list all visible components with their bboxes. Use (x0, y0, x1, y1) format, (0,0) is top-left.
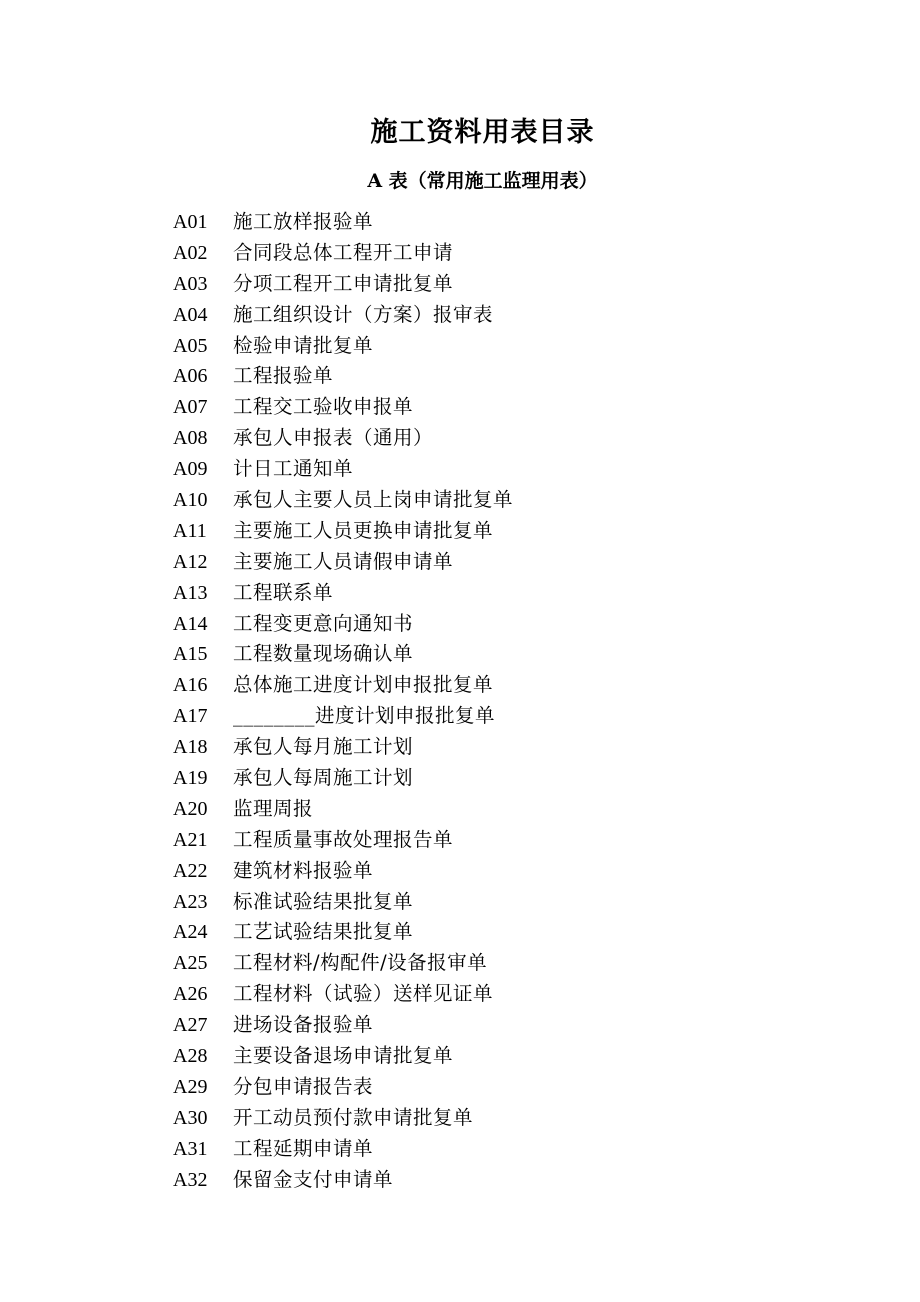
item-name: 监理周报 (233, 796, 314, 820)
item-code: A16 (173, 674, 208, 697)
item-name: 主要施工人员请假申请单 (233, 549, 454, 573)
item-name: 总体施工进度计划申报批复单 (233, 673, 494, 697)
item-name: 进场设备报验单 (233, 1013, 374, 1037)
item-name: 工艺试验结果批复单 (233, 920, 414, 944)
item-code: A21 (173, 828, 208, 851)
list-item (173, 609, 513, 640)
item-code: A31 (173, 1137, 208, 1160)
item-name: 检验申请批复单 (233, 333, 374, 357)
item-code: A03 (173, 272, 208, 295)
item-name: 工程变更意向通知书 (233, 611, 414, 635)
item-name: 工程交工验收申报单 (233, 395, 414, 419)
list-item (173, 701, 513, 732)
item-code: A09 (173, 458, 208, 481)
item-code: A10 (173, 489, 208, 512)
item-code: A19 (173, 767, 208, 790)
item-code: A02 (173, 241, 208, 264)
item-code: A24 (173, 921, 208, 944)
list-item (173, 917, 513, 948)
list-item (173, 454, 513, 485)
item-name: 合同段总体工程开工申请 (233, 240, 454, 264)
list-item (173, 1165, 513, 1196)
item-name: 施工组织设计（方案）报审表 (233, 302, 494, 326)
list-item (173, 1103, 513, 1134)
item-code: A27 (173, 1014, 208, 1037)
item-code: A12 (173, 550, 208, 573)
item-code: A11 (173, 519, 207, 542)
item-name: 承包人主要人员上岗申请批复单 (233, 488, 514, 512)
item-name: 承包人申报表（通用） (233, 426, 434, 450)
list-item (173, 948, 513, 979)
item-code: A17 (173, 705, 208, 728)
item-code: A14 (173, 612, 208, 635)
item-code: A29 (173, 1075, 208, 1098)
list-item (173, 300, 513, 331)
list-item (173, 979, 513, 1010)
item-code: A32 (173, 1168, 208, 1191)
item-name: 保留金支付申请单 (233, 1167, 394, 1191)
item-name: 工程报验单 (233, 364, 334, 388)
item-name: 工程延期申请单 (233, 1136, 374, 1160)
item-name: 施工放样报验单 (233, 210, 374, 233)
item-code: A07 (173, 396, 208, 419)
list-item (173, 763, 513, 794)
item-name: 工程材料（试验）送样见证单 (233, 982, 494, 1006)
item-code: A05 (173, 334, 208, 357)
list-item (173, 639, 513, 670)
item-code: A26 (173, 983, 208, 1006)
section-title: A 表（常用施工监理用表） (367, 170, 598, 192)
list-item (173, 392, 513, 423)
list-item (173, 547, 513, 578)
list-item (173, 670, 513, 701)
list-item (173, 269, 513, 300)
item-name: 工程质量事故处理报告单 (233, 827, 454, 851)
item-name: 开工动员预付款申请批复单 (233, 1105, 474, 1129)
item-code: A30 (173, 1106, 208, 1129)
item-code: A04 (173, 303, 208, 326)
item-name: 主要设备退场申请批复单 (233, 1044, 454, 1068)
list-item (173, 1041, 513, 1072)
item-code: A13 (173, 581, 208, 604)
item-code: A18 (173, 736, 208, 759)
item-name: 计日工通知单 (233, 457, 354, 481)
item-code: A15 (173, 643, 208, 666)
list-item (173, 825, 513, 856)
item-name: 承包人每月施工计划 (233, 735, 414, 759)
item-code: A22 (173, 859, 208, 882)
list-item (173, 732, 513, 763)
item-name: 承包人每周施工计划 (233, 766, 414, 790)
item-name: 标准试验结果批复单 (233, 889, 414, 913)
item-code: A06 (173, 365, 208, 388)
item-name: 工程材料/构配件/设备报审单 (233, 951, 488, 975)
list-item (173, 578, 513, 609)
item-code: A25 (173, 952, 208, 975)
item-code: A23 (173, 890, 208, 913)
item-code: A08 (173, 427, 208, 450)
item-name: 工程联系单 (233, 580, 334, 604)
list-item (173, 1010, 513, 1041)
list-item (173, 1134, 513, 1165)
list-item (173, 1072, 513, 1103)
item-name: ________进度计划申报批复单 (233, 704, 496, 728)
item-code: A28 (173, 1045, 208, 1068)
item-code: A20 (173, 797, 208, 820)
list-item (173, 856, 513, 887)
item-name: 分项工程开工申请批复单 (233, 271, 454, 295)
item-name: 建筑材料报验单 (233, 858, 374, 882)
item-name: 主要施工人员更换申请批复单 (233, 518, 494, 542)
document-title: 施工资料用表目录 (370, 117, 595, 148)
table-of-contents (173, 207, 513, 1196)
list-item (173, 361, 513, 392)
list-item (173, 485, 513, 516)
list-item (173, 207, 513, 238)
list-item (173, 238, 513, 269)
list-item (173, 423, 513, 454)
list-item (173, 331, 513, 362)
list-item (173, 516, 513, 547)
list-item (173, 887, 513, 918)
item-name: 分包申请报告表 (233, 1074, 374, 1098)
list-item (173, 794, 513, 825)
item-code: A01 (173, 211, 208, 233)
item-name: 工程数量现场确认单 (233, 642, 414, 666)
